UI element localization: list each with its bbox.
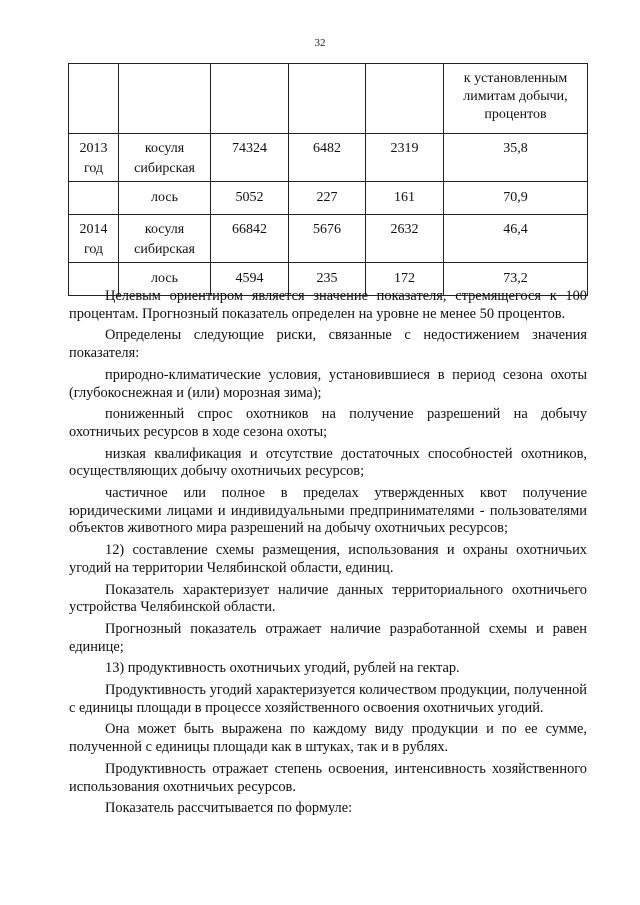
- percent-cell: 46,4: [444, 215, 588, 263]
- percent-cell: 70,9: [444, 182, 588, 215]
- value-cell: 5052: [211, 182, 289, 215]
- table-row: [69, 134, 588, 182]
- value-cell: 5676: [289, 215, 366, 263]
- paragraph-target: Целевым ориентиром является значение показателя, стремящегося к 100 процентам. Прогнозный показатель определен на уровне не менее 50 процентов.: [69, 288, 587, 322]
- value-cell: 74324: [211, 134, 289, 182]
- species-line: сибирская: [134, 242, 195, 257]
- table-row: [69, 215, 588, 263]
- percent-cell: 73,2: [444, 263, 588, 296]
- paragraph-item-13: 13) продуктивность охотничьих угодий, рублей на гектар.: [105, 660, 460, 677]
- year-value: 2013: [79, 141, 108, 156]
- table-row: [69, 182, 588, 215]
- paragraph-risk-qualification: низкая квалификация и отсутствие достаточных способностей охотников, осуществляющих добычу охотничьих ресурсов;: [69, 445, 587, 480]
- year-cell: [69, 134, 119, 182]
- table-header-row: [69, 64, 588, 134]
- value-cell: 66842: [211, 215, 289, 263]
- header-cell-percent: [444, 64, 588, 134]
- value-cell: 4594: [211, 263, 289, 296]
- paragraph-risk-climate: природно-климатические условия, установившиеся в период сезона охоты (глубокоснежная и (или) морозная зима);: [69, 366, 587, 401]
- value-cell: 227: [289, 182, 366, 215]
- year-cell: [69, 182, 119, 215]
- paragraph-productivity-reflects: Продуктивность отражает степень освоения, интенсивность хозяйственного использования охотничьих ресурсов.: [69, 760, 587, 795]
- species-line: сибирская: [134, 161, 195, 176]
- header-cell-col1: [211, 64, 289, 134]
- paragraph-risk-demand: пониженный спрос охотников на получение разрешений на добычу охотничьих ресурсов в ходе сезона охоты;: [69, 406, 587, 440]
- paragraph-productivity-units: Она может быть выражена по каждому виду продукции и по ее сумме, полученной с единицы площади как в штуках, так и в рублях.: [69, 721, 587, 756]
- header-cell-year: [69, 64, 119, 134]
- header-cell-col2: [289, 64, 366, 134]
- page-number: 32: [314, 37, 326, 49]
- value-cell: 235: [289, 263, 366, 296]
- value-cell: 172: [366, 263, 444, 296]
- header-cell-species: [119, 64, 211, 134]
- year-value: 2014: [79, 222, 108, 237]
- header-line: процентов: [484, 107, 547, 122]
- paragraph-risks-intro: Определены следующие риски, связанные с недостижением значения показателя:: [69, 327, 587, 362]
- paragraph-risk-quota: частичное или полное в пределах утвержденных квот получение юридическими лицами и индивидуальными предпринимателями - пользователями объектов животного мира разрешений на добычу охотничьих ресурсов;: [69, 485, 587, 537]
- species-cell: лось: [119, 263, 211, 296]
- percent-cell: 35,8: [444, 134, 588, 182]
- paragraph-item-12: 12) составление схемы размещения, использования и охраны охотничьих угодий на территории Челябинской области, единиц.: [69, 542, 587, 576]
- paragraph-item-12-desc: Показатель характеризует наличие данных территориального охотничьего устройства Челябинской области.: [69, 581, 587, 616]
- header-line: лимитам добычи,: [463, 89, 568, 104]
- value-cell: 6482: [289, 134, 366, 182]
- value-cell: 2632: [366, 215, 444, 263]
- header-cell-col3: [366, 64, 444, 134]
- species-cell: [119, 215, 211, 263]
- value-cell: 161: [366, 182, 444, 215]
- year-unit: год: [83, 161, 104, 176]
- header-line: к установленным: [463, 71, 568, 86]
- year-unit: год: [83, 242, 104, 257]
- paragraph-formula-intro: Показатель рассчитывается по формуле:: [105, 800, 353, 817]
- species-line: косуля: [144, 222, 185, 237]
- species-cell: [119, 134, 211, 182]
- species-cell: лось: [119, 182, 211, 215]
- paragraph-item-12-forecast: Прогнозный показатель отражает наличие разработанной схемы и равен единице;: [69, 620, 587, 655]
- value-cell: 2319: [366, 134, 444, 182]
- hunting-statistics-table: [68, 63, 588, 296]
- paragraph-productivity-def: Продуктивность угодий характеризуется количеством продукции, полученной с единицы площади в процессе хозяйственного освоения охотничьих угодий.: [69, 682, 587, 716]
- species-line: косуля: [144, 141, 185, 156]
- body-text: [69, 288, 587, 822]
- year-cell: [69, 215, 119, 263]
